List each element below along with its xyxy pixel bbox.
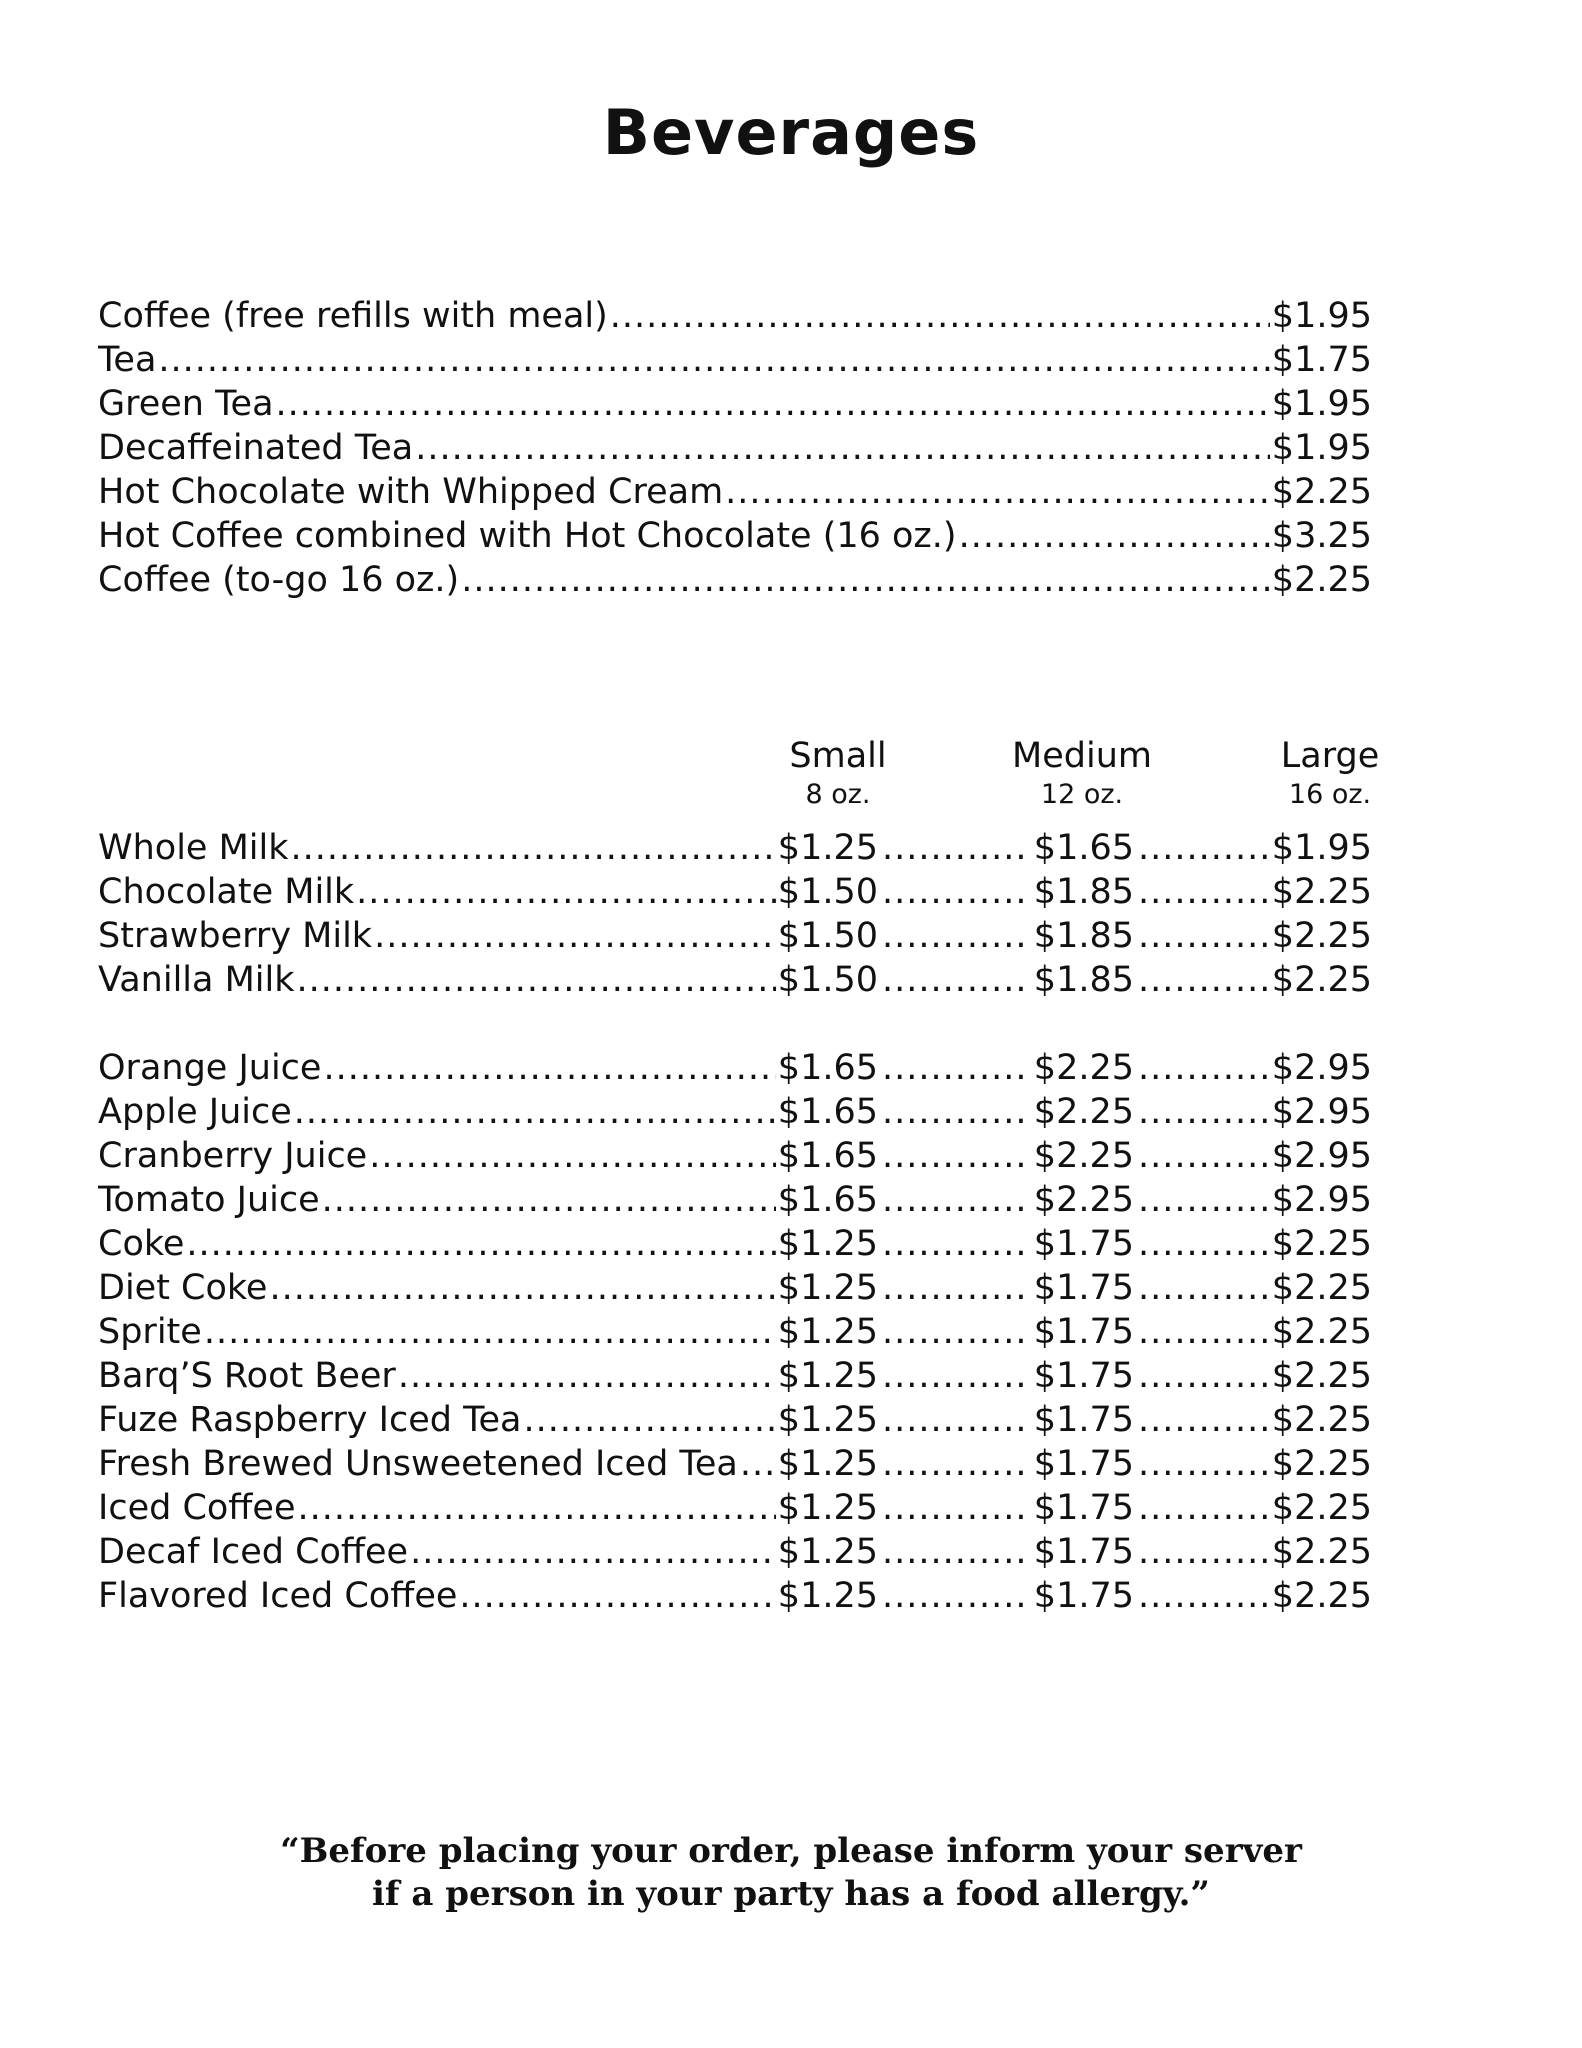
menu-item-name: Cranberry Juice <box>98 1136 368 1176</box>
price-small: $1.25 <box>777 1444 878 1484</box>
dot-leader <box>323 1046 775 1090</box>
large-price-cell <box>1136 1486 1372 1530</box>
dot-leader <box>882 826 1024 870</box>
menu-item <box>98 1222 878 1266</box>
medium-price-cell <box>880 826 1134 870</box>
menu-item <box>98 294 1372 338</box>
price-large: $2.95 <box>1271 1048 1372 1088</box>
price-large: $2.25 <box>1271 1268 1372 1308</box>
dot-leader <box>882 1530 1024 1574</box>
menu-item <box>98 558 1372 602</box>
dot-leader <box>398 1354 776 1398</box>
dot-leader <box>1138 1046 1270 1090</box>
menu-item-price: $2.25 <box>1271 472 1372 512</box>
menu-item <box>98 914 878 958</box>
menu-item-name: Coffee (to-go 16 oz.) <box>98 560 460 600</box>
menu-item-name: Tea <box>98 340 157 380</box>
dot-leader <box>1138 1398 1270 1442</box>
dot-leader <box>1138 1486 1270 1530</box>
dot-leader <box>882 1090 1024 1134</box>
dot-leader <box>1138 914 1270 958</box>
menu-item <box>98 1178 878 1222</box>
medium-price-cell <box>880 1574 1134 1618</box>
large-price-cell <box>1136 1046 1372 1090</box>
dot-leader <box>882 1134 1024 1178</box>
price-medium: $1.85 <box>1033 916 1134 956</box>
price-large: $2.25 <box>1271 1224 1372 1264</box>
large-price-cell <box>1136 1530 1372 1574</box>
medium-price-cell <box>880 1178 1134 1222</box>
dot-leader <box>410 1530 776 1574</box>
dot-leader <box>269 1266 775 1310</box>
price-small: $1.65 <box>777 1048 878 1088</box>
size-header <box>1230 734 1430 812</box>
large-price-cell <box>1136 1398 1372 1442</box>
menu-item <box>98 1090 878 1134</box>
menu-item <box>98 958 878 1002</box>
menu-item-name: Apple Juice <box>98 1092 292 1132</box>
dot-leader <box>204 1310 776 1354</box>
dot-leader <box>725 470 1270 514</box>
menu-item-price: $1.95 <box>1271 384 1372 424</box>
price-medium: $1.65 <box>1033 828 1134 868</box>
medium-price-cell <box>880 1442 1134 1486</box>
price-large: $2.25 <box>1271 960 1372 1000</box>
price-large: $2.25 <box>1271 1400 1372 1440</box>
dot-leader <box>882 1442 1024 1486</box>
dot-leader <box>291 826 776 870</box>
dot-leader <box>186 1222 775 1266</box>
size-label: Small <box>789 736 887 776</box>
menu-item-name: Decaf Iced Coffee <box>98 1532 409 1572</box>
dot-leader <box>461 558 1270 602</box>
price-medium: $1.85 <box>1033 960 1134 1000</box>
large-price-cell <box>1136 1222 1372 1266</box>
price-large: $2.25 <box>1271 1444 1372 1484</box>
price-large: $2.95 <box>1271 1136 1372 1176</box>
large-price-cell <box>1136 1354 1372 1398</box>
medium-price-cell <box>880 1398 1134 1442</box>
large-price-cell <box>1136 914 1372 958</box>
price-medium: $1.75 <box>1033 1576 1134 1616</box>
price-small: $1.25 <box>777 1356 878 1396</box>
dot-leader <box>882 1266 1024 1310</box>
price-medium: $1.75 <box>1033 1400 1134 1440</box>
price-small: $1.65 <box>777 1180 878 1220</box>
price-medium: $1.75 <box>1033 1532 1134 1572</box>
menu-item <box>98 1574 878 1618</box>
medium-price-cell <box>880 958 1134 1002</box>
medium-price-cell <box>880 1222 1134 1266</box>
dot-leader <box>1138 1442 1270 1486</box>
dot-leader <box>1138 1574 1270 1618</box>
menu-item <box>98 470 1372 514</box>
size-header <box>738 734 938 812</box>
dot-leader <box>882 1398 1024 1442</box>
dot-leader <box>1138 1134 1270 1178</box>
menu-item-name: Orange Juice <box>98 1048 322 1088</box>
price-small: $1.50 <box>777 872 878 912</box>
size-ounces: 8 oz. <box>805 779 871 810</box>
dot-leader <box>1138 870 1270 914</box>
dot-leader <box>1138 1178 1270 1222</box>
dot-leader <box>740 1442 776 1486</box>
menu-item-price: $1.95 <box>1271 428 1372 468</box>
medium-price-cell <box>880 870 1134 914</box>
price-large: $2.25 <box>1271 1576 1372 1616</box>
price-small: $1.25 <box>777 1268 878 1308</box>
menu-item <box>98 382 1372 426</box>
price-medium: $1.75 <box>1033 1224 1134 1264</box>
menu-item-name: Coke <box>98 1224 185 1264</box>
menu-item-price: $1.75 <box>1271 340 1372 380</box>
price-medium: $1.85 <box>1033 872 1134 912</box>
menu-item <box>98 870 878 914</box>
price-large: $2.25 <box>1271 1312 1372 1352</box>
menu-item-price: $3.25 <box>1271 516 1372 556</box>
menu-item-name: Sprite <box>98 1312 202 1352</box>
price-small: $1.50 <box>777 960 878 1000</box>
price-small: $1.25 <box>777 1312 878 1352</box>
dot-leader <box>369 1134 776 1178</box>
dot-leader <box>1138 1354 1270 1398</box>
menu-item-name: Green Tea <box>98 384 274 424</box>
medium-price-cell <box>880 1530 1134 1574</box>
dot-leader <box>610 294 1270 338</box>
dot-leader <box>322 1178 776 1222</box>
price-small: $1.25 <box>777 1488 878 1528</box>
price-large: $2.95 <box>1271 1180 1372 1220</box>
dot-leader <box>882 914 1024 958</box>
price-large: $2.25 <box>1271 1532 1372 1572</box>
size-label: Large <box>1280 736 1380 776</box>
menu-item <box>98 1530 878 1574</box>
price-medium: $2.25 <box>1033 1048 1134 1088</box>
large-price-cell <box>1136 826 1372 870</box>
menu-item-name: Iced Coffee <box>98 1488 296 1528</box>
price-large: $2.25 <box>1271 1356 1372 1396</box>
menu-item <box>98 1442 878 1486</box>
price-small: $1.65 <box>777 1092 878 1132</box>
price-large: $2.25 <box>1271 916 1372 956</box>
menu-item-name: Barq’S Root Beer <box>98 1356 396 1396</box>
allergy-notice-line-2: if a person in your party has a food allergy.” <box>372 1874 1210 1914</box>
menu-item-name: Fresh Brewed Unsweetened Iced Tea <box>98 1444 738 1484</box>
price-large: $2.95 <box>1271 1092 1372 1132</box>
size-header <box>982 734 1182 812</box>
large-price-cell <box>1136 1574 1372 1618</box>
large-price-cell <box>1136 870 1372 914</box>
large-price-cell <box>1136 1310 1372 1354</box>
dot-leader <box>1138 826 1270 870</box>
price-small: $1.25 <box>777 1400 878 1440</box>
large-price-cell <box>1136 1178 1372 1222</box>
menu-item <box>98 826 878 870</box>
medium-price-cell <box>880 914 1134 958</box>
menu-item-price: $2.25 <box>1271 560 1372 600</box>
dot-leader <box>882 1178 1024 1222</box>
menu-item <box>98 338 1372 382</box>
menu-item <box>98 426 1372 470</box>
price-small: $1.50 <box>777 916 878 956</box>
menu-item <box>98 1310 878 1354</box>
price-small: $1.25 <box>777 1576 878 1616</box>
dot-leader <box>297 958 776 1002</box>
menu-item-name: Strawberry Milk <box>98 916 373 956</box>
size-label: Medium <box>1012 736 1152 776</box>
size-ounces: 16 oz. <box>1288 779 1372 810</box>
price-small: $1.25 <box>777 1532 878 1572</box>
dot-leader <box>882 958 1024 1002</box>
price-medium: $1.75 <box>1033 1444 1134 1484</box>
price-small: $1.25 <box>777 828 878 868</box>
dot-leader <box>882 1574 1024 1618</box>
price-medium: $2.25 <box>1033 1136 1134 1176</box>
menu-item <box>98 1046 878 1090</box>
menu-item-name: Vanilla Milk <box>98 960 295 1000</box>
medium-price-cell <box>880 1046 1134 1090</box>
menu-item <box>98 1354 878 1398</box>
medium-price-cell <box>880 1310 1134 1354</box>
dot-leader <box>276 382 1270 426</box>
price-small: $1.65 <box>777 1136 878 1176</box>
dot-leader <box>882 1486 1024 1530</box>
dot-leader <box>882 1222 1024 1266</box>
large-price-cell <box>1136 1134 1372 1178</box>
menu-item-name: Decaffeinated Tea <box>98 428 414 468</box>
dot-leader <box>1138 1310 1270 1354</box>
menu-item-name: Diet Coke <box>98 1268 268 1308</box>
dot-leader <box>1138 1266 1270 1310</box>
menu-item-name: Hot Coffee combined with Hot Chocolate (16 oz.) <box>98 516 957 556</box>
dot-leader <box>1138 958 1270 1002</box>
dot-leader <box>882 1310 1024 1354</box>
dot-leader <box>1138 1530 1270 1574</box>
allergy-notice-line-1: “Before placing your order, please inform your server <box>280 1831 1302 1871</box>
price-medium: $2.25 <box>1033 1180 1134 1220</box>
large-price-cell <box>1136 1090 1372 1134</box>
price-large: $2.25 <box>1271 1488 1372 1528</box>
dot-leader <box>882 870 1024 914</box>
medium-price-cell <box>880 1266 1134 1310</box>
menu-item-name: Fuze Raspberry Iced Tea <box>98 1400 522 1440</box>
dot-leader <box>459 1574 775 1618</box>
price-medium: $1.75 <box>1033 1268 1134 1308</box>
price-medium: $2.25 <box>1033 1092 1134 1132</box>
medium-price-cell <box>880 1354 1134 1398</box>
price-medium: $1.75 <box>1033 1356 1134 1396</box>
dot-leader <box>959 514 1270 558</box>
medium-price-cell <box>880 1486 1134 1530</box>
dot-leader <box>524 1398 776 1442</box>
dot-leader <box>294 1090 776 1134</box>
price-large: $2.25 <box>1271 872 1372 912</box>
menu-item-price: $1.95 <box>1271 296 1372 336</box>
dot-leader <box>297 1486 775 1530</box>
price-small: $1.25 <box>777 1224 878 1264</box>
dot-leader <box>356 870 776 914</box>
menu-item <box>98 1266 878 1310</box>
large-price-cell <box>1136 958 1372 1002</box>
price-medium: $1.75 <box>1033 1312 1134 1352</box>
menu-item-name: Tomato Juice <box>98 1180 320 1220</box>
price-large: $1.95 <box>1271 828 1372 868</box>
size-ounces: 12 oz. <box>1040 779 1124 810</box>
menu-item <box>98 1134 878 1178</box>
menu-item-name: Chocolate Milk <box>98 872 355 912</box>
dot-leader <box>1138 1222 1270 1266</box>
allergy-notice <box>0 1830 1582 1916</box>
dot-leader <box>374 914 776 958</box>
menu-item-name: Hot Chocolate with Whipped Cream <box>98 472 724 512</box>
dot-leader <box>882 1046 1024 1090</box>
menu-item-name: Whole Milk <box>98 828 289 868</box>
dot-leader <box>882 1354 1024 1398</box>
medium-price-cell <box>880 1134 1134 1178</box>
menu-item-name: Coffee (free refills with meal) <box>98 296 608 336</box>
medium-price-cell <box>880 1090 1134 1134</box>
large-price-cell <box>1136 1266 1372 1310</box>
menu-item <box>98 1398 878 1442</box>
menu-item-name: Flavored Iced Coffee <box>98 1576 458 1616</box>
menu-item <box>98 514 1372 558</box>
large-price-cell <box>1136 1442 1372 1486</box>
dot-leader <box>1138 1090 1270 1134</box>
dot-leader <box>158 338 1269 382</box>
price-medium: $1.75 <box>1033 1488 1134 1528</box>
menu-item <box>98 1486 878 1530</box>
dot-leader <box>415 426 1270 470</box>
page-title: Beverages <box>602 96 980 169</box>
